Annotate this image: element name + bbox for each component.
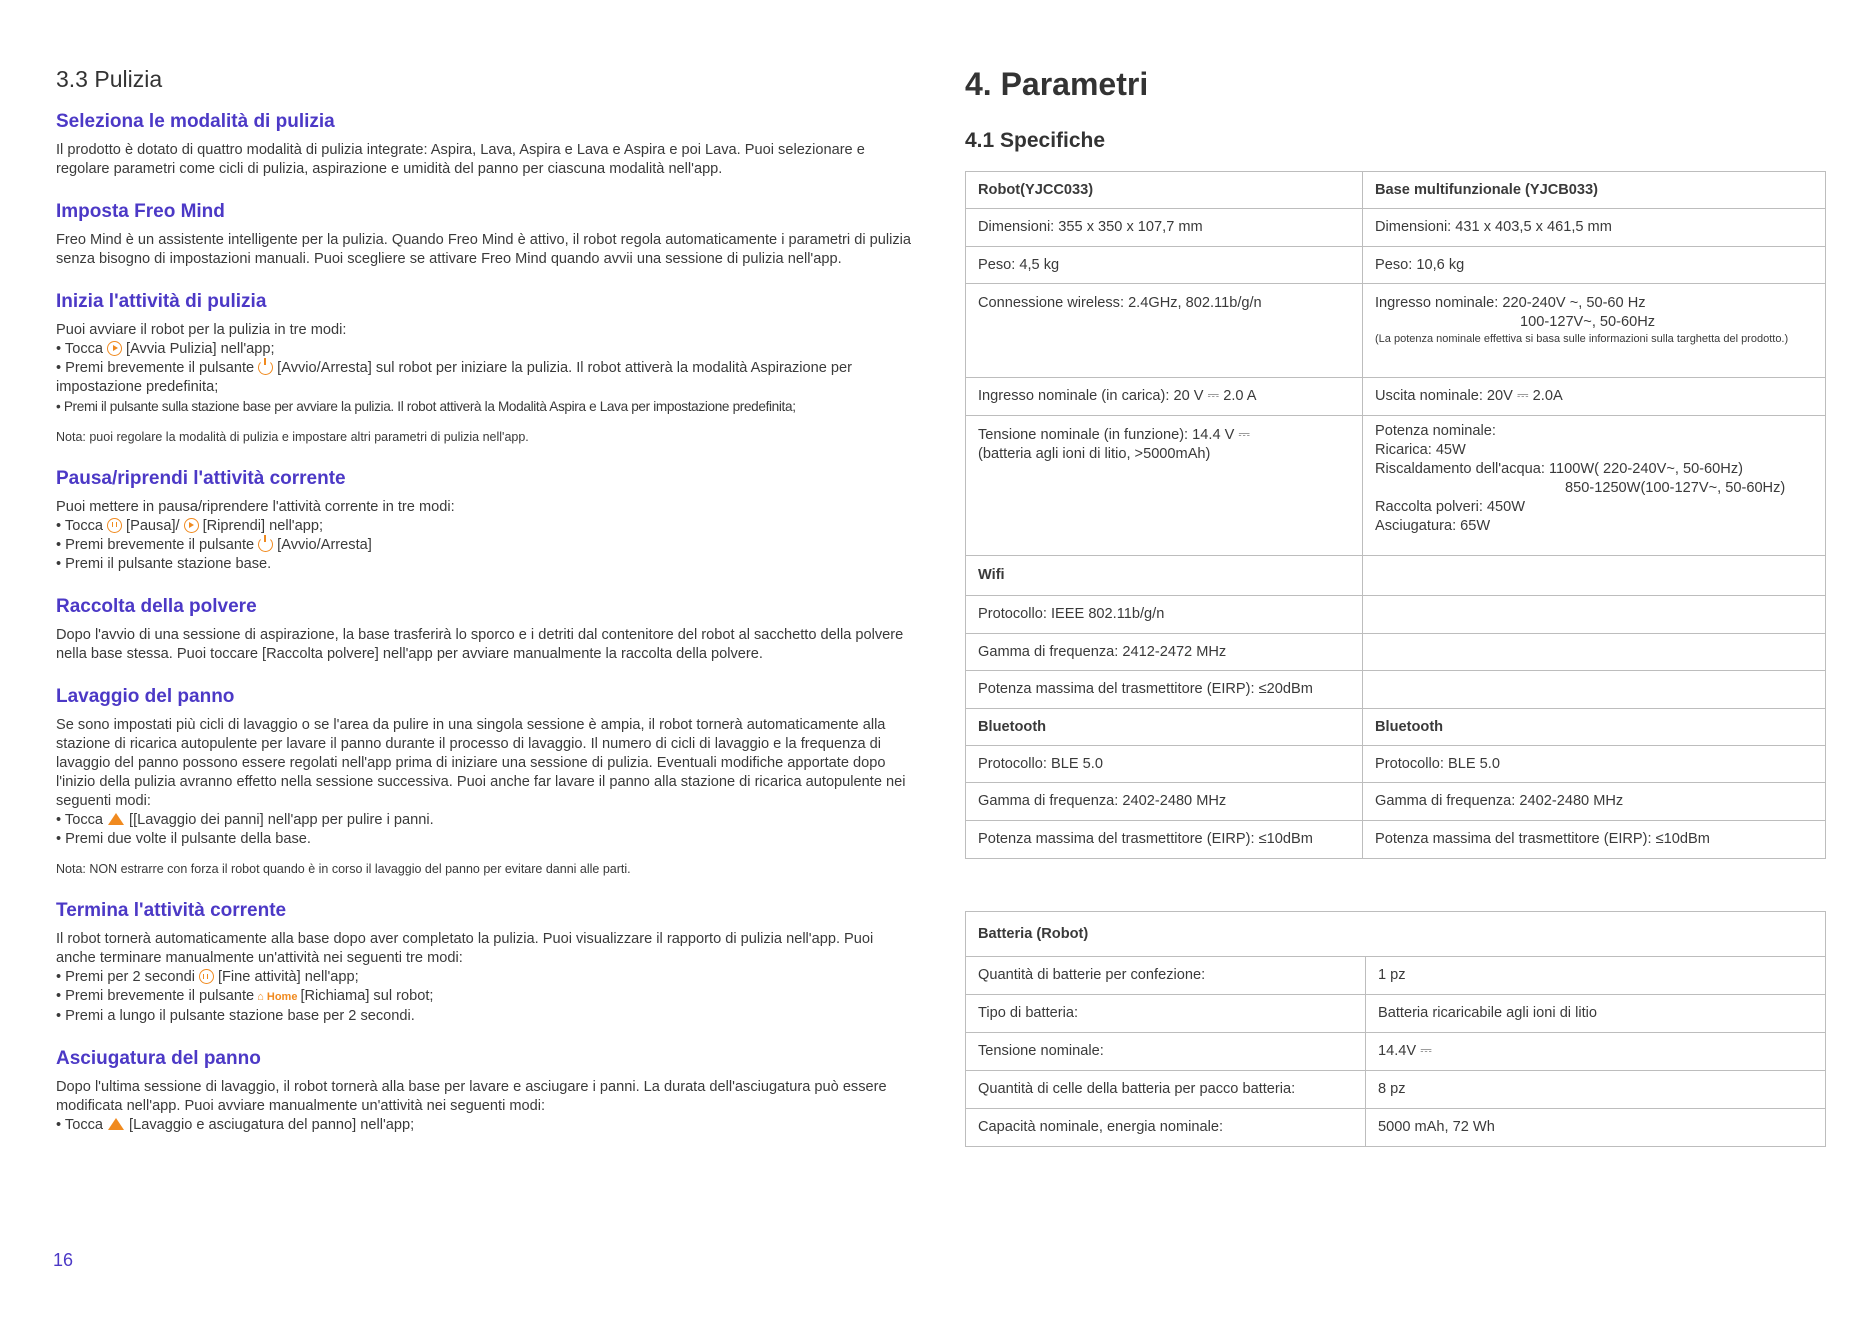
- heading-mop-drying: Asciugatura del panno: [56, 1048, 261, 1069]
- section-freo-mind: [56, 201, 916, 269]
- table-row: [966, 783, 1826, 821]
- section-start-cleaning: [56, 291, 916, 446]
- list-item: • Tocca [Lavaggio e asciugatura del panno] nell'app;: [56, 1117, 415, 1133]
- pause-icon: [107, 518, 122, 533]
- paragraph: Il robot tornerà automaticamente alla base dopo aver completato la pulizia. Puoi visualizzare il rapporto di pulizia nell'app. Puoi anche terminare manualmente un'attività nei seguenti tre modi:: [56, 931, 874, 966]
- table-cell: Gamma di frequenza: 2402-2480 MHz: [1363, 783, 1826, 821]
- table-cell: Potenza nominale: Ricarica: 45W Riscaldamento dell'acqua: 1100W( 220-240V~, 50-60Hz) 850-1250W(100-127V~, 50-60Hz) Raccolta polveri: 450W Asciugatura: 65W: [1363, 416, 1826, 556]
- page-number: 16: [53, 1250, 74, 1270]
- table-cell: Potenza massima del trasmettitore (EIRP): ≤10dBm: [966, 821, 1363, 859]
- paragraph: Puoi mettere in pausa/riprendere l'attività corrente in tre modi:: [56, 498, 455, 515]
- heading-end-task: Termina l'attività corrente: [56, 900, 287, 921]
- pause-icon: [199, 969, 214, 984]
- table-cell: Protocollo: BLE 5.0: [1363, 746, 1826, 783]
- table-cell: Uscita nominale: 20V ⎓ 2.0A: [1363, 378, 1826, 416]
- robot-header: Robot(YJCC033): [966, 172, 1363, 209]
- table-cell: Quantità di batterie per confezione:: [966, 957, 1366, 995]
- table-cell: [1363, 634, 1826, 671]
- heading-dust-collection: Raccolta della polvere: [56, 595, 257, 617]
- paragraph: Dopo l'avvio di una sessione di aspirazione, la base trasferirà lo sporco e i detriti dal contenitore del robot al sacchetto della polvere nella base stessa. Puoi toccare [Raccolta polvere] nell'app per avviare manualmente la raccolta della polvere.: [56, 626, 904, 662]
- mop-dry-icon: [107, 1116, 125, 1132]
- table-row: [966, 556, 1826, 596]
- table-cell: 1 pz: [1366, 957, 1826, 995]
- battery-header: Batteria (Robot): [966, 912, 1826, 957]
- list-item: • Premi per 2 secondi [Fine attività] nell'app;: [56, 969, 359, 985]
- table-row: [966, 1033, 1826, 1071]
- left-column: [56, 66, 916, 1157]
- table-cell: Peso: 4,5 kg: [966, 247, 1363, 284]
- heading-freo-mind: Imposta Freo Mind: [56, 201, 225, 222]
- table-row: [966, 172, 1826, 209]
- play-icon: [107, 341, 122, 356]
- table-row: [966, 634, 1826, 671]
- table-row: [966, 416, 1826, 556]
- table-cell: [1363, 596, 1826, 634]
- table-cell: Connessione wireless: 2.4GHz, 802.11b/g/n: [966, 284, 1363, 378]
- table-cell: 5000 mAh, 72 Wh: [1366, 1109, 1826, 1147]
- table-cell: [1363, 671, 1826, 709]
- play-icon: [184, 518, 199, 533]
- section-mop-washing: [56, 686, 916, 879]
- bluetooth-header: Bluetooth: [1363, 709, 1826, 746]
- list-item: • Premi il pulsante sulla stazione base per avviare la pulizia. Il robot attiverà la Modalità Aspira e Lava per impostazione predefinita;: [56, 399, 796, 414]
- paragraph: Dopo l'ultima sessione di lavaggio, il robot tornerà alla base per lavare e asciugare i panni. La durata dell'asciugatura può essere modificata nell'app. Puoi avviare manualmente un'attività nei seguenti modi:: [56, 1079, 887, 1114]
- table-cell: Gamma di frequenza: 2412-2472 MHz: [966, 634, 1363, 671]
- section-end-task: [56, 900, 916, 1026]
- battery-table: [965, 911, 1826, 1147]
- list-item: • Premi a lungo il pulsante stazione base per 2 secondi.: [56, 1008, 415, 1024]
- table-cell: Potenza massima del trasmettitore (EIRP): ≤10dBm: [1363, 821, 1826, 859]
- paragraph: Puoi avviare il robot per la pulizia in tre modi:: [56, 322, 347, 338]
- list-item: • Tocca [Pausa]/ [Riprendi] nell'app;: [56, 517, 323, 534]
- table-row: [966, 247, 1826, 284]
- table-cell: Protocollo: IEEE 802.11b/g/n: [966, 596, 1363, 634]
- table-row: [966, 671, 1826, 709]
- table-row: [966, 596, 1826, 634]
- table-cell: Potenza massima del trasmettitore (EIRP): ≤20dBm: [966, 671, 1363, 709]
- paragraph: Freo Mind è un assistente intelligente per la pulizia. Quando Freo Mind è attivo, il robot regola automaticamente i parametri di pulizia senza bisogno di impostazioni manuali. Puoi scegliere se attivare Freo Mind quando avvii una sessione di pulizia nell'app.: [56, 232, 911, 267]
- bluetooth-header: Bluetooth: [966, 709, 1363, 746]
- table-cell: 8 pz: [1366, 1071, 1826, 1109]
- table-row: [966, 378, 1826, 416]
- list-item: • Premi brevemente il pulsante [Avvio/Arresta] sul robot per iniziare la pulizia. Il robot attiverà la modalità Aspirazione per impostazione predefinita;: [56, 360, 853, 395]
- table-row: [966, 1071, 1826, 1109]
- table-cell: Dimensioni: 431 x 403,5 x 461,5 mm: [1363, 209, 1826, 247]
- list-item: • Premi brevemente il pulsante ⌂ Home [Richiama] sul robot;: [56, 988, 434, 1004]
- power-icon: [258, 537, 273, 552]
- power-icon: [258, 360, 273, 375]
- list-item: • Tocca [Avvia Pulizia] nell'app;: [56, 341, 275, 357]
- table-row: [966, 746, 1826, 783]
- table-row: [966, 1109, 1826, 1147]
- mop-wash-icon: [107, 811, 125, 827]
- table-cell: Capacità nominale, energia nominale:: [966, 1109, 1366, 1147]
- table-cell: [1363, 556, 1826, 596]
- section-select-mode: [56, 111, 916, 179]
- list-item: • Premi brevemente il pulsante [Avvio/Arresta]: [56, 536, 372, 553]
- parameters-title: 4. Parametri: [965, 66, 1149, 102]
- section-dust-collection: [56, 596, 916, 664]
- table-row: [966, 821, 1826, 859]
- table-cell: Peso: 10,6 kg: [1363, 247, 1826, 284]
- list-item: • Tocca [[Lavaggio dei panni] nell'app per pulire i panni.: [56, 811, 434, 828]
- table-cell: 14.4V ⎓: [1366, 1033, 1826, 1071]
- table-cell: Quantità di celle della batteria per pacco batteria:: [966, 1071, 1366, 1109]
- table-row: [966, 284, 1826, 378]
- table-cell: Protocollo: BLE 5.0: [966, 746, 1363, 783]
- table-cell: Gamma di frequenza: 2402-2480 MHz: [966, 783, 1363, 821]
- heading-mop-washing: Lavaggio del panno: [56, 685, 235, 707]
- table-cell: Ingresso nominale: 220-240V ~, 50-60 Hz 100-127V~, 50-60Hz (La potenza nominale effettiva si basa sulle informazioni sulla targhetta del prodotto.): [1363, 284, 1826, 378]
- wifi-header: Wifi: [966, 556, 1363, 596]
- base-header: Base multifunzionale (YJCB033): [1363, 172, 1826, 209]
- table-cell: Tensione nominale (in funzione): 14.4 V ⎓ (batteria agli ioni di litio, >5000mAh): [966, 416, 1363, 556]
- section-title: 3.3 Pulizia: [56, 66, 163, 92]
- specs-subtitle: 4.1 Specifiche: [965, 129, 1106, 152]
- section-pause-resume: [56, 468, 916, 574]
- list-item: • Premi due volte il pulsante della base.: [56, 830, 311, 847]
- right-column: [965, 66, 1825, 1147]
- table-row: [966, 995, 1826, 1033]
- table-cell: Batteria ricaricabile agli ioni di litio: [1366, 995, 1826, 1033]
- heading-start-cleaning: Inizia l'attività di pulizia: [56, 291, 267, 312]
- table-cell: Tipo di batteria:: [966, 995, 1366, 1033]
- spec-table: [965, 171, 1826, 859]
- table-row: [966, 912, 1826, 957]
- list-item: • Premi il pulsante stazione base.: [56, 555, 272, 572]
- home-icon: ⌂ Home: [257, 991, 298, 1003]
- note: Nota: puoi regolare la modalità di pulizia e impostare altri parametri di pulizia nell'app.: [56, 429, 529, 444]
- table-row: [966, 957, 1826, 995]
- table-row: [966, 209, 1826, 247]
- table-row: [966, 709, 1826, 746]
- heading-pause-resume: Pausa/riprendi l'attività corrente: [56, 467, 346, 489]
- section-mop-drying: [56, 1048, 916, 1135]
- note: Nota: NON estrarre con forza il robot quando è in corso il lavaggio del panno per evitare danni alle parti.: [56, 862, 631, 876]
- heading-select-mode: Seleziona le modalità di pulizia: [56, 111, 335, 132]
- table-cell: Tensione nominale:: [966, 1033, 1366, 1071]
- paragraph: Il prodotto è dotato di quattro modalità di pulizia integrate: Aspira, Lava, Aspira e Lava e Aspira e poi Lava. Puoi selezionare e regolare parametri come cicli di pulizia, aspirazione e umidità del panno per ciascuna modalità nell'app.: [56, 142, 865, 177]
- paragraph: Se sono impostati più cicli di lavaggio o se l'area da pulire in una singola sessione è ampia, il robot tornerà automaticamente alla stazione di ricarica autopulente per lavare il panno durante il processo di lavaggio. Il numero di cicli di lavaggio e la frequenza di lavaggio del panno possono essere regolati nell'app prima di iniziare una sessione di pulizia. Eventuali modifiche apportate dopo l'inizio della pulizia avranno effetto nella sessione successiva. Puoi anche far lavare il panno alla stazione di ricarica autopulente nei seguenti modi:: [56, 716, 906, 809]
- table-cell: Ingresso nominale (in carica): 20 V ⎓ 2.0 A: [966, 378, 1363, 416]
- table-cell: Dimensioni: 355 x 350 x 107,7 mm: [966, 209, 1363, 247]
